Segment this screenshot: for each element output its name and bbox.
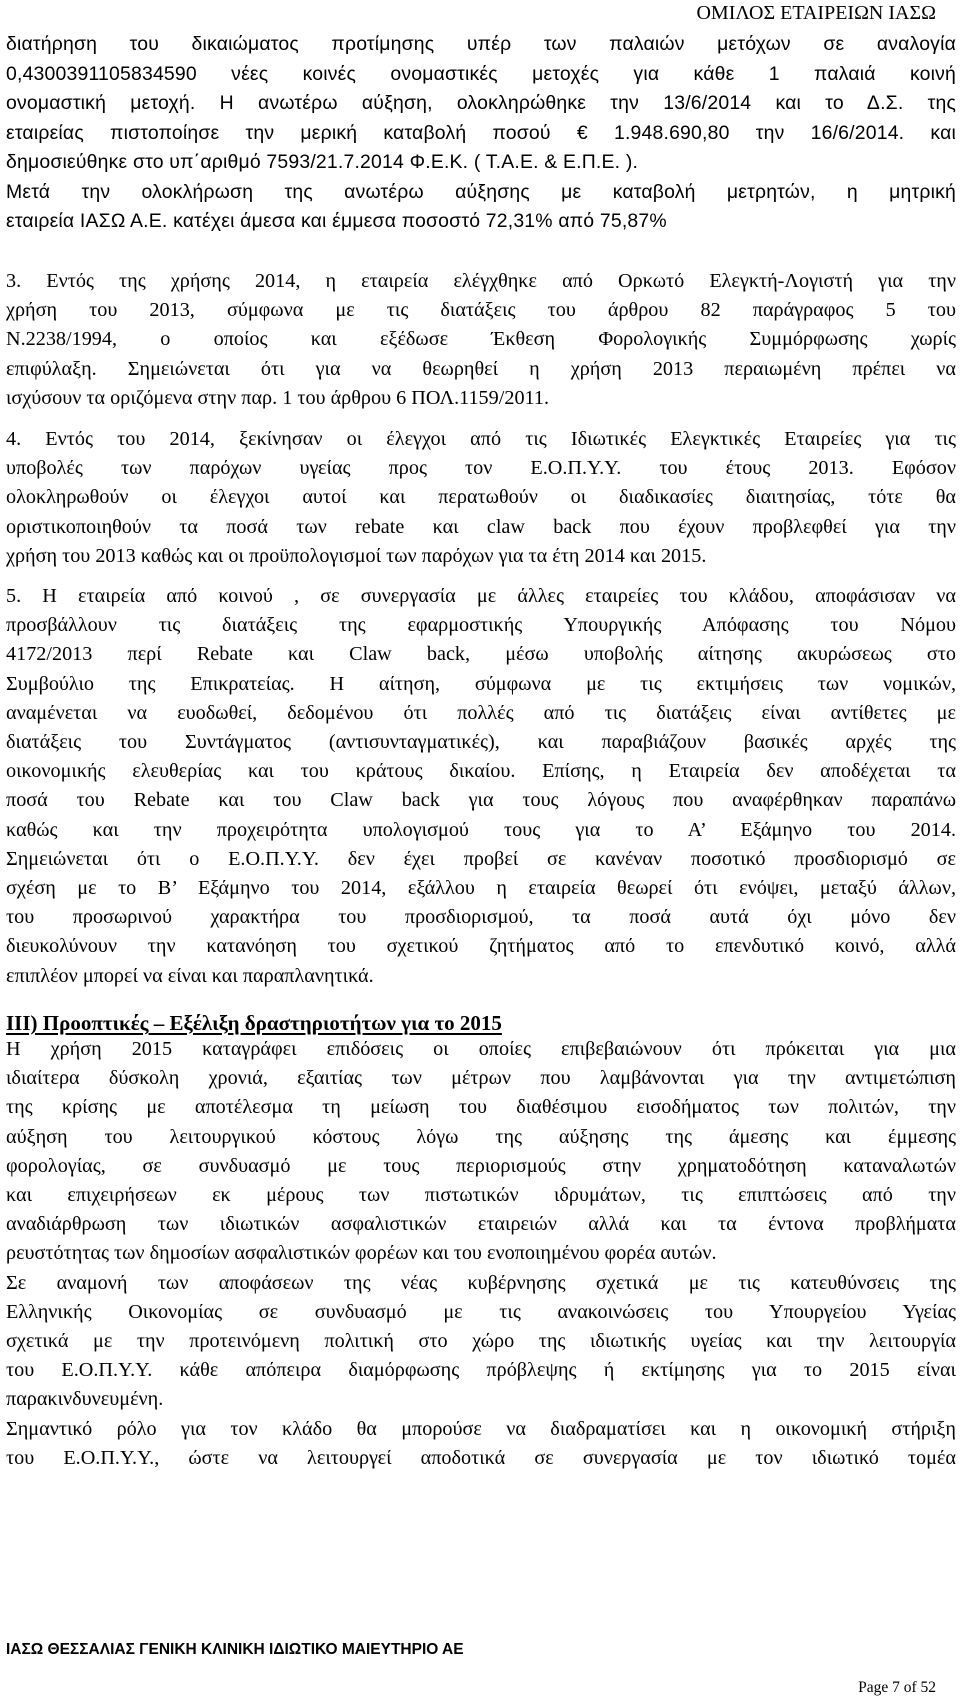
- intro-line: ονομαστική μετοχή. Η ανωτέρω αύξηση, ολοκληρώθηκε την 13/6/2014 και το Δ.Σ. της: [6, 92, 956, 114]
- page-header: ΟΜΙΛΟΣ ΕΤΑΙΡΕΙΩΝ ΙΑΣΩ: [696, 2, 936, 24]
- paragraph-line: του προσωρινού χαρακτήρα του προσδιορισμού, τα ποσά αυτά όχι μόνο δεν: [6, 906, 956, 929]
- intro-line: δημοσιεύθηκε στο υπ΄αριθμό 7593/21.7.2014 Φ.Ε.Κ. ( Τ.Α.Ε. & Ε.Π.Ε. ).: [6, 151, 639, 173]
- paragraph-line: του Ε.Ο.Π.Υ.Υ. κάθε απόπειρα διαμόρφωσης πρόβλεψης ή εκτίμησης για το 2015 είναι: [6, 1359, 956, 1382]
- paragraph-line: υποβολές των παρόχων υγείας προς τον Ε.Ο.Π.Υ.Υ. του έτους 2013. Εφόσον: [6, 457, 956, 480]
- section-heading: ΙΙΙ) Προοπτικές – Εξέλιξη δραστηριοτήτων για το 2015: [6, 1011, 502, 1035]
- paragraph-line: επιπλέον μπορεί να είναι και παραπλανητικά.: [6, 964, 374, 987]
- section-iii: [6, 1011, 956, 1473]
- paragraph-line: χρήση του 2013, σύμφωνα με τις διατάξεις του άρθρου 82 παράγραφος 5 του: [6, 299, 956, 322]
- paragraph-line: ισχύσουν τα οριζόμενα στην παρ. 1 του άρθρου 6 ΠΟΛ.1159/2011.: [6, 386, 550, 409]
- intro-line: 0,4300391105834590 νέες κοινές ονομαστικές μετοχές για κάθε 1 παλαιά κοινή: [6, 62, 956, 85]
- section-3-paragraph: [6, 267, 956, 413]
- paragraph-line: Σε αναμονή των αποφάσεων της νέας κυβέρνησης σχετικά με τις κατευθύνσεις της: [6, 1271, 956, 1294]
- paragraph-line: Ελληνικής Οικονομίας σε συνδυασμό με τις ανακοινώσεις του Υπουργείου Υγείας: [6, 1300, 956, 1323]
- page-number: Page 7 of 52: [858, 1679, 936, 1696]
- paragraph-line: σχέση με το Β’ Εξάμηνο του 2014, εξάλλου η εταιρεία θεωρεί ότι ενόψει, μεταξύ άλλων,: [6, 877, 956, 900]
- paragraph-line: αύξηση του λειτουργικού κόστους λόγω της αύξησης της άμεσης και έμμεσης: [6, 1125, 956, 1148]
- footer-company: ΙΑΣΩ ΘΕΣΣΑΛΙΑΣ ΓΕΝΙΚΗ ΚΛΙΝΙΚΗ ΙΔΙΩΤΙΚΟ ΜΑΙΕΥΤΗΡΙΟ ΑΕ: [6, 1641, 464, 1658]
- paragraph-line: επιφύλαξη. Σημειώνεται ότι για να θεωρηθεί η χρήση 2013 περαιωμένη πρέπει να: [6, 357, 956, 380]
- paragraph-line: Σημειώνεται ότι ο Ε.Ο.Π.Υ.Υ. δεν έχει προβεί σε κανέναν ποσοτικό προσδιορισμό σε: [6, 847, 956, 870]
- paragraph-line: ρευστότητας των δημοσίων ασφαλιστικών φορέων και του ενοποιημένου φορέα αυτών.: [6, 1242, 717, 1265]
- paragraph-line: προσβάλλουν τις διατάξεις της εφαρμοστικής Υπουργικής Απόφασης του Νόμου: [6, 614, 956, 637]
- intro-block: [6, 30, 956, 237]
- paragraph-line: Σημαντικό ρόλο για τον κλάδο θα μπορούσε να διαδραματίσει και η οικονομική στήριξη: [6, 1417, 956, 1440]
- paragraph-line: Συμβούλιο της Επικρατείας. Η αίτηση, σύμφωνα με τις εκτιμήσεις των νομικών,: [6, 672, 956, 695]
- paragraph-line: και επιχειρήσεων εκ μέρους των πιστωτικών ιδρυμάτων, τις επιπτώσεις από την: [6, 1184, 956, 1207]
- paragraph-line: φορολογίας, σε συνδυασμό με τους περιορισμούς στην χρηματοδότηση καταναλωτών: [6, 1154, 956, 1177]
- paragraph-line: παρακινδυνευμένη.: [6, 1388, 164, 1411]
- paragraph-line: 3. Εντός της χρήσης 2014, η εταιρεία ελέγχθηκε από Ορκωτό Ελεγκτή-Λογιστή για την: [6, 270, 956, 292]
- paragraph-line: 4. Εντός του 2014, ξεκίνησαν οι έλεγχοι από τις Ιδιωτικές Ελεγκτικές Εταιρείες για τις: [6, 428, 956, 450]
- paragraph-line: οριστικοποιηθούν τα ποσά των rebate και claw back που έχουν προβλεφθεί για την: [6, 515, 956, 538]
- section-5-paragraph: [6, 582, 956, 991]
- intro-line: Μετά την ολοκλήρωση της ανωτέρω αύξησης με καταβολή μετρητών, η μητρική: [6, 180, 956, 203]
- intro-line: εταιρεία ΙΑΣΩ Α.Ε. κατέχει άμεσα και έμμεσα ποσοστό 72,31% από 75,87%: [6, 210, 667, 232]
- intro-line: εταιρείας πιστοποίησε την μερική καταβολή ποσού € 1.948.690,80 την 16/6/2014. και: [6, 121, 956, 144]
- paragraph-line: χρήση του 2013 καθώς και οι προϋπολογισμοί των παρόχων για τα έτη 2014 και 2015.: [6, 544, 707, 567]
- section-4-paragraph: [6, 425, 956, 571]
- paragraph-line: διατάξεις του Συντάγματος (αντισυνταγματικές), και παραβιάζουν βασικές αρχές της: [6, 731, 956, 754]
- intro-line: διατήρηση του δικαιώματος προτίμησης υπέρ των παλαιών μετόχων σε αναλογία: [6, 33, 956, 55]
- paragraph-line: αναδιάρθρωση των ιδιωτικών ασφαλιστικών εταιρειών αλλά και τα έντονα προβλήματα: [6, 1213, 956, 1236]
- paragraph-line: του Ε.Ο.Π.Υ.Υ., ώστε να λειτουργεί αποδοτικά σε συνεργασία με τον ιδιωτικό τομέα: [6, 1446, 956, 1469]
- paragraph-line: 4172/2013 περί Rebate και Claw back, μέσω υποβολής αίτησης ακυρώσεως στο: [6, 643, 956, 666]
- paragraph-line: ιδιαίτερα δύσκολη χρονιά, εξαιτίας των μέτρων που λαμβάνονται για την αντιμετώπιση: [6, 1067, 956, 1090]
- paragraph-line: της κρίσης με αποτέλεσμα τη μείωση του διαθέσιμου εισοδήματος των πολιτών, την: [6, 1096, 956, 1119]
- paragraph-line: Ν.2238/1994, ο οποίος και εξέδωσε Έκθεση Φορολογικής Συμμόρφωσης χωρίς: [6, 328, 956, 351]
- paragraph-line: αναμένεται να ευοδωθεί, δεδομένου ότι πολλές από τις διατάξεις είναι αντίθετες με: [6, 701, 956, 724]
- paragraph-line: ολοκληρωθούν οι έλεγχοι αυτοί και περατωθούν οι διαδικασίες διαιτησίας, τότε θα: [6, 486, 956, 509]
- paragraph-line: σχετικά με την προτεινόμενη πολιτική στο χώρο της ιδιωτικής υγείας και την λειτουργία: [6, 1330, 956, 1353]
- paragraph-line: ποσά του Rebate και του Claw back για τους λόγους που αναφέρθηκαν παραπάνω: [6, 789, 956, 812]
- paragraph-line: διευκολύνουν την κατανόηση του σχετικού ζητήματος από το επενδυτικό κοινό, αλλά: [6, 935, 956, 958]
- paragraph-line: καθώς και την προχειρότητα υπολογισμού τους για το Α’ Εξάμηνο του 2014.: [6, 818, 956, 841]
- paragraph-line: 5. Η εταιρεία από κοινού , σε συνεργασία με άλλες εταιρείες του κλάδου, αποφάσισαν να: [6, 585, 956, 607]
- paragraph-line: Η χρήση 2015 καταγράφει επιδόσεις οι οποίες επιβεβαιώνουν ότι πρόκειται για μια: [6, 1038, 956, 1060]
- paragraph-line: οικονομικής ελευθερίας και του κράτους δικαίου. Επίσης, η Εταιρεία δεν αποδέχεται τα: [6, 760, 956, 783]
